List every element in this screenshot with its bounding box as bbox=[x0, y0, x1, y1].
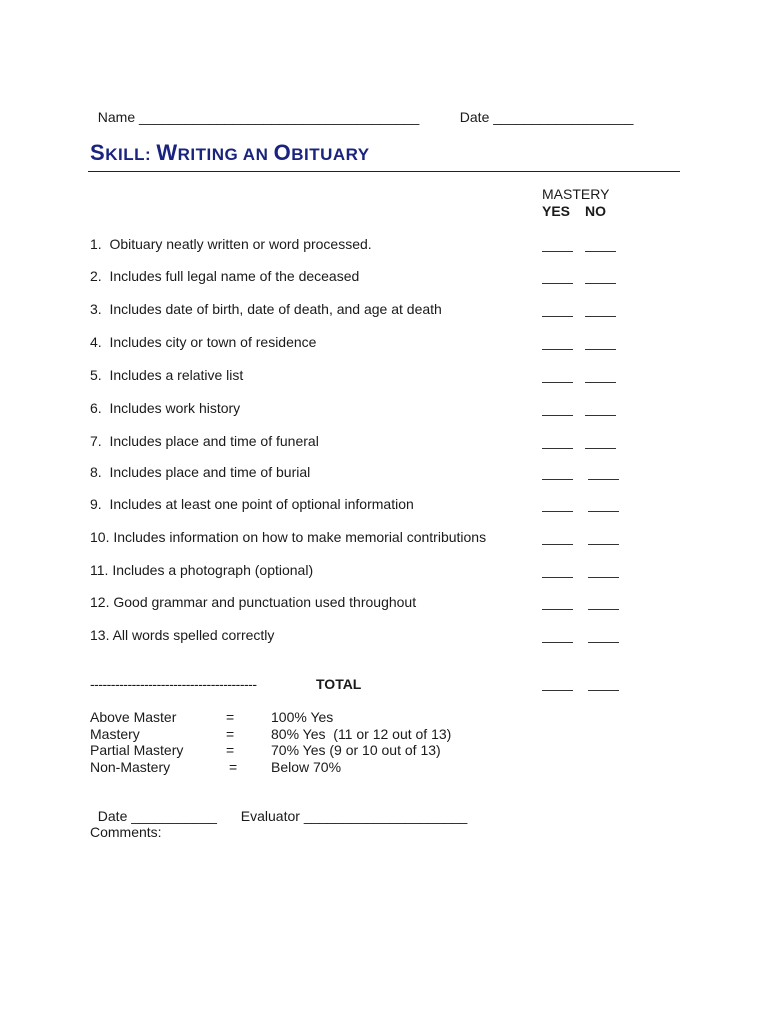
scale-level: Above Master bbox=[90, 709, 177, 725]
total-no-blank[interactable] bbox=[588, 690, 619, 691]
scale-equals: = bbox=[226, 709, 235, 725]
no-column-heading: NO bbox=[585, 203, 606, 219]
checklist-item-label: 4. Includes city or town of residence bbox=[90, 334, 317, 350]
no-blank[interactable] bbox=[588, 642, 619, 643]
scale-level: Non-Mastery bbox=[90, 759, 171, 775]
checklist-item-label: 11. Includes a photograph (optional) bbox=[90, 562, 314, 578]
yes-blank[interactable] bbox=[542, 609, 573, 610]
yes-blank[interactable] bbox=[542, 349, 573, 350]
scale-equals: = bbox=[226, 726, 235, 742]
yes-column-heading: YES bbox=[542, 203, 571, 219]
yes-blank[interactable] bbox=[542, 415, 573, 416]
page-title: SKILL: WRITING AN OBITUARY bbox=[90, 140, 370, 165]
name-label: Name bbox=[97, 109, 136, 125]
yes-blank[interactable] bbox=[542, 316, 573, 317]
checklist-item-label: 9. Includes at least one point of optional information bbox=[90, 496, 414, 512]
scale-description: Below 70% bbox=[271, 759, 342, 775]
yes-blank[interactable] bbox=[542, 382, 573, 383]
checklist-item-label: 3. Includes date of birth, date of death, and age at death bbox=[90, 301, 442, 317]
checklist-item-label: 5. Includes a relative list bbox=[90, 367, 244, 383]
checklist-item-label: 6. Includes work history bbox=[90, 400, 241, 416]
scale-level: Partial Mastery bbox=[90, 742, 184, 758]
footer-date-label: Date bbox=[97, 808, 128, 824]
no-blank[interactable] bbox=[585, 415, 616, 416]
scale-description: 80% Yes (11 or 12 out of 13) bbox=[271, 726, 452, 742]
scale-level: Mastery bbox=[90, 726, 140, 742]
checklist-item-label: 10. Includes information on how to make memorial contributions bbox=[90, 529, 487, 545]
evaluator-blank[interactable]: _____________________ bbox=[303, 808, 468, 824]
checklist-item-label: 1. Obituary neatly written or word processed. bbox=[90, 236, 372, 252]
yes-blank[interactable] bbox=[542, 511, 573, 512]
yes-blank[interactable] bbox=[542, 544, 573, 545]
evaluator-label: Evaluator bbox=[240, 808, 300, 824]
no-blank[interactable] bbox=[588, 577, 619, 578]
checklist-item-label: 13. All words spelled correctly bbox=[90, 627, 275, 643]
footer-date-blank[interactable]: ___________ bbox=[131, 808, 217, 824]
no-blank[interactable] bbox=[585, 349, 616, 350]
no-blank[interactable] bbox=[585, 251, 616, 252]
checklist-item-label: 7. Includes place and time of funeral bbox=[90, 433, 319, 449]
total-label: TOTAL bbox=[316, 676, 362, 692]
scale-description: 100% Yes bbox=[271, 709, 334, 725]
yes-blank[interactable] bbox=[542, 283, 573, 284]
footer-date bbox=[90, 791, 217, 825]
scale-equals: = bbox=[226, 742, 235, 758]
comments-label: Comments: bbox=[90, 824, 162, 840]
total-dashes: ---------------------------------------- bbox=[90, 676, 257, 692]
scale-description: 70% Yes (9 or 10 out of 13) bbox=[271, 742, 441, 758]
no-blank[interactable] bbox=[588, 511, 619, 512]
yes-blank[interactable] bbox=[542, 448, 573, 449]
yes-blank[interactable] bbox=[542, 577, 573, 578]
no-blank[interactable] bbox=[585, 448, 616, 449]
yes-blank[interactable] bbox=[542, 642, 573, 643]
date-blank[interactable]: __________________ bbox=[493, 109, 634, 125]
evaluator-field bbox=[233, 791, 467, 825]
date-label: Date bbox=[459, 109, 490, 125]
date-field-label bbox=[452, 92, 633, 126]
name-blank[interactable]: ____________________________________ bbox=[139, 109, 420, 125]
no-blank[interactable] bbox=[588, 479, 619, 480]
yes-blank[interactable] bbox=[542, 479, 573, 480]
mastery-heading: MASTERY bbox=[542, 186, 610, 202]
no-blank[interactable] bbox=[585, 316, 616, 317]
no-blank[interactable] bbox=[585, 283, 616, 284]
total-yes-blank[interactable] bbox=[542, 690, 573, 691]
name-field-label bbox=[90, 92, 419, 126]
no-blank[interactable] bbox=[588, 609, 619, 610]
checklist-item-label: 8. Includes place and time of burial bbox=[90, 464, 311, 480]
checklist-item-label: 2. Includes full legal name of the deceased bbox=[90, 268, 360, 284]
title-underline bbox=[88, 171, 680, 172]
no-blank[interactable] bbox=[585, 382, 616, 383]
no-blank[interactable] bbox=[588, 544, 619, 545]
checklist-item-label: 12. Good grammar and punctuation used throughout bbox=[90, 594, 417, 610]
yes-blank[interactable] bbox=[542, 251, 573, 252]
scale-equals: = bbox=[229, 759, 238, 775]
